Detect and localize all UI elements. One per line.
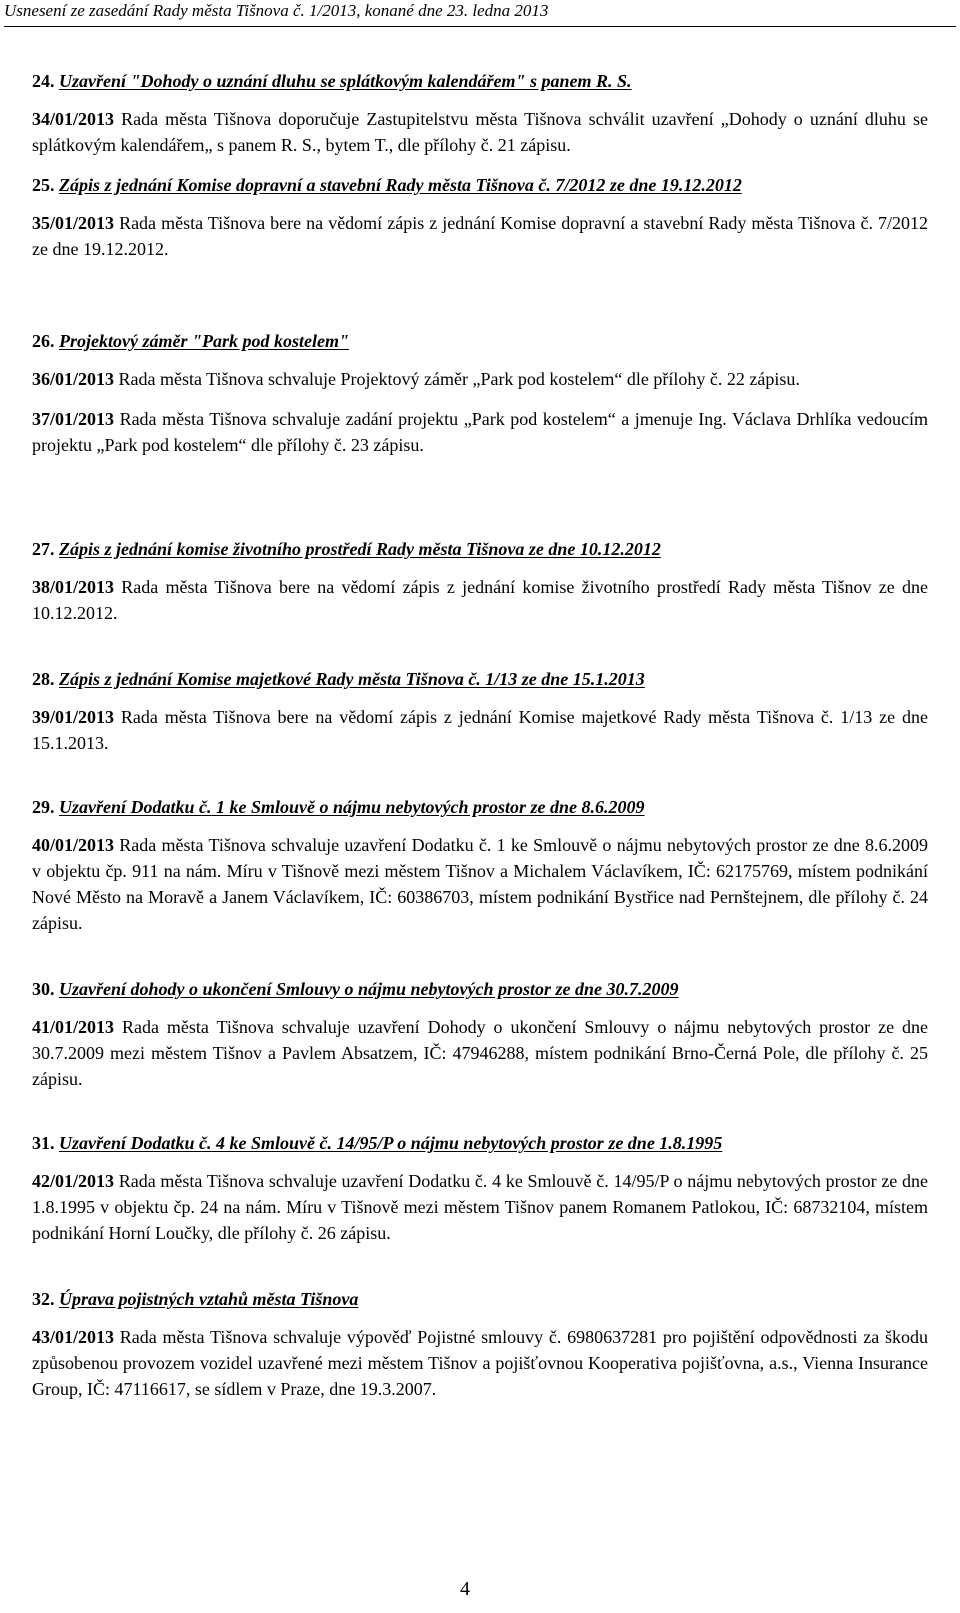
section-30 (32, 978, 928, 1092)
resolution-id: 41/01/2013 (32, 1017, 115, 1037)
section-title: Úprava pojistných vztahů města Tišnova (59, 1289, 359, 1309)
section-title: Zápis z jednání komise životního prostředí Rady města Tišnova ze dne 10.12.2012 (59, 539, 661, 559)
section-27 (32, 538, 928, 626)
page-number: 4 (460, 1578, 470, 1600)
resolution-text: Rada města Tišnova bere na vědomí zápis z jednání Komise dopravní a stavební Rady města Tišnova č. 7/2012 ze dne 19.12.2012. (32, 213, 929, 259)
resolution-text: Rada města Tišnova doporučuje Zastupitelstvu města Tišnova schválit uzavření „Dohody o uznání dluhu se splátkovým kalendářem„ s panem R. S., bytem T., dle přílohy č. 21 zápisu. (32, 109, 928, 155)
resolution-text: Rada města Tišnova schvaluje uzavření Dodatku č. 4 ke Smlouvě č. 14/95/P o nájmu nebytových prostor ze dne 1.8.1995 v objektu čp. 24 na nám. Míru v Tišnově mezi městem Tišnov panem Romanem Patlokou, IČ: 68732104, místem podnikání Horní Loučky, dle přílohy č. 26 zápisu. (32, 1171, 928, 1243)
section-number: 28. (32, 669, 55, 689)
resolution-id: 37/01/2013 (32, 409, 115, 429)
resolution-id: 34/01/2013 (32, 109, 115, 129)
resolution (32, 366, 928, 392)
resolution-text: Rada města Tišnova bere na vědomí zápis z jednání komise životního prostředí Rady města Tišnov ze dne 10.12.2012. (32, 577, 929, 623)
section-number: 29. (32, 797, 55, 817)
section-heading (32, 978, 928, 1000)
section-title: Uzavření Dodatku č. 4 ke Smlouvě č. 14/95/P o nájmu nebytových prostor ze dne 1.8.1995 (59, 1133, 723, 1153)
resolution-id: 39/01/2013 (32, 707, 115, 727)
section-heading (32, 796, 928, 818)
resolution (32, 1324, 928, 1402)
section-number: 26. (32, 331, 55, 351)
section-number: 25. (32, 175, 55, 195)
resolution (32, 406, 928, 458)
resolution-text: Rada města Tišnova schvaluje výpověď Pojistné smlouvy č. 6980637281 pro pojištění odpovědnosti za škodu způsobenou provozem vozidel uzavřené mezi městem Tišnov a pojišťovnou Kooperativa pojišťovna, a.s., Vienna Insurance Group, IČ: 47116617, se sídlem v Praze, dne 19.3.2007. (32, 1327, 929, 1399)
section-title: Uzavření Dodatku č. 1 ke Smlouvě o nájmu nebytových prostor ze dne 8.6.2009 (59, 797, 645, 817)
section-title: Zápis z jednání Komise majetkové Rady města Tišnova č. 1/13 ze dne 15.1.2013 (59, 669, 645, 689)
resolution-id: 38/01/2013 (32, 577, 115, 597)
resolution-text: Rada města Tišnova schvaluje uzavření Dodatku č. 1 ke Smlouvě o nájmu nebytových prostor ze dne 8.6.2009 v objektu čp. 911 na nám. Míru v Tišnově mezi městem Tišnov a Michalem Václavíkem, IČ: 62175769, místem podnikání Nové Město na Moravě a Janem Václavíkem, IČ: 60386703, místem podnikání Bystřice nad Pernštejnem, dle přílohy č. 24 zápisu. (32, 835, 929, 933)
resolution-id: 35/01/2013 (32, 213, 115, 233)
section-heading (32, 70, 928, 92)
section-24 (32, 70, 928, 158)
section-31 (32, 1132, 928, 1246)
section-25 (32, 174, 928, 262)
resolution (32, 210, 928, 262)
resolution-text: Rada města Tišnova schvaluje uzavření Dohody o ukončení Smlouvy o nájmu nebytových prostor ze dne 30.7.2009 mezi městem Tišnov a Pavlem Absatzem, IČ: 47946288, místem podnikání Brno-Černá Pole, dle přílohy č. 25 zápisu. (32, 1017, 929, 1089)
resolution-text: Rada města Tišnova schvaluje Projektový záměr „Park pod kostelem“ dle přílohy č. 22 zápisu. (118, 369, 800, 389)
section-title: Zápis z jednání Komise dopravní a stavební Rady města Tišnova č. 7/2012 ze dne 19.12.2012 (59, 175, 742, 195)
resolution-id: 40/01/2013 (32, 835, 115, 855)
resolution (32, 1168, 928, 1246)
resolution (32, 832, 928, 936)
resolution-text: Rada města Tišnova bere na vědomí zápis z jednání Komise majetkové Rady města Tišnova č. 1/13 ze dne 15.1.2013. (32, 707, 928, 753)
page-header: Usnesení ze zasedání Rady města Tišnova č. 1/2013, konané dne 23. ledna 2013 (4, 0, 956, 27)
section-number: 27. (32, 539, 55, 559)
section-heading (32, 668, 928, 690)
section-number: 32. (32, 1289, 55, 1309)
section-number: 31. (32, 1133, 55, 1153)
resolution (32, 574, 928, 626)
resolution-id: 43/01/2013 (32, 1327, 115, 1347)
resolution (32, 704, 928, 756)
resolution-text: Rada města Tišnova schvaluje zadání projektu „Park pod kostelem“ a jmenuje Ing. Václava Drhlíka vedoucím projektu „Park pod kostelem“ dle přílohy č. 23 zápisu. (32, 409, 929, 455)
section-title: Uzavření dohody o ukončení Smlouvy o nájmu nebytových prostor ze dne 30.7.2009 (59, 979, 679, 999)
section-32 (32, 1288, 928, 1402)
resolution-id: 42/01/2013 (32, 1171, 115, 1191)
section-heading (32, 1132, 928, 1154)
section-29 (32, 796, 928, 936)
section-heading (32, 538, 928, 560)
section-26 (32, 330, 928, 458)
section-title: Projektový záměr "Park pod kostelem" (59, 331, 349, 351)
section-title: Uzavření "Dohody o uznání dluhu se splátkovým kalendářem" s panem R. S. (59, 71, 632, 91)
section-heading (32, 1288, 928, 1310)
resolution (32, 1014, 928, 1092)
resolution-id: 36/01/2013 (32, 369, 115, 389)
section-heading (32, 174, 928, 196)
section-number: 24. (32, 71, 55, 91)
resolution (32, 106, 928, 158)
section-number: 30. (32, 979, 55, 999)
section-heading (32, 330, 928, 352)
section-28 (32, 668, 928, 756)
